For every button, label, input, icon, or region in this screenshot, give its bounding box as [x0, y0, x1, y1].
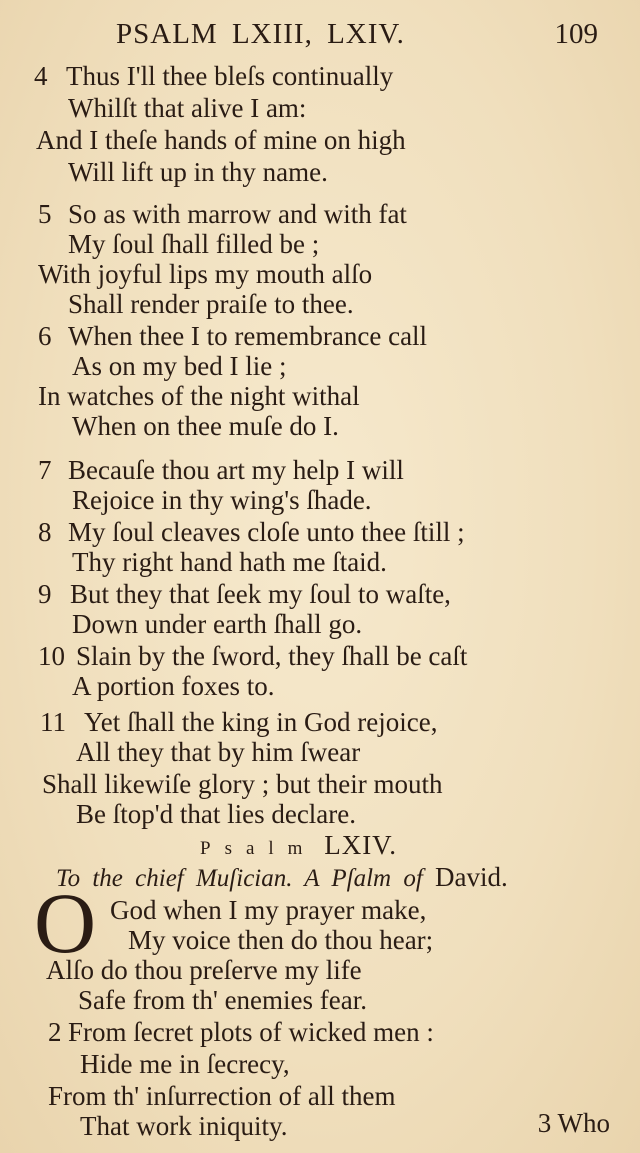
- verse-line: A portion foxes to.: [72, 671, 275, 701]
- verse-number: 7: [38, 455, 52, 485]
- subtitle-italic: To the chief Muſician. A Pſalm of: [56, 865, 423, 892]
- verse-line: Be ſtop'd that lies declare.: [76, 799, 357, 829]
- verse-line: Whilſt that alive I am:: [68, 93, 307, 123]
- page-number: 109: [554, 18, 598, 50]
- psalm-word: Psalm: [200, 838, 317, 859]
- verse-line: Yet ſhall the king in God rejoice,: [84, 707, 438, 737]
- verse-line: Hide me in ſecrecy,: [80, 1049, 290, 1079]
- psalm-heading: [200, 830, 397, 861]
- verse-number: 8: [38, 517, 52, 547]
- verse-line: All they that by him ſwear: [76, 737, 361, 767]
- verse-number: 11: [40, 707, 66, 737]
- verse-line: Thy right hand hath me ſtaid.: [72, 547, 387, 577]
- verse-line: Slain by the ſword, they ſhall be caſt: [76, 641, 468, 671]
- verse-line: But they that ſeek my ſoul to waſte,: [70, 579, 451, 609]
- subtitle-name: David.: [435, 862, 508, 892]
- psalm-subtitle: [56, 862, 508, 893]
- verse-line: My ſoul ſhall filled be ;: [68, 229, 320, 259]
- psalm-numeral: LXIV.: [324, 830, 397, 860]
- verse-line: Shall render praiſe to thee.: [68, 289, 354, 319]
- verse-line: Becauſe thou art my help I will: [68, 455, 404, 485]
- verse-line: From th' inſurrection of all them: [48, 1081, 396, 1111]
- header-title: PSALM LXIII, LXIV.: [116, 18, 405, 50]
- verse-line: Thus I'll thee bleſs continually: [66, 61, 394, 91]
- verse-line: Will lift up in thy name.: [68, 157, 328, 187]
- verse-line: Shall likewiſe glory ; but their mouth: [42, 769, 443, 799]
- verse-line: Safe from th' enemies fear.: [78, 985, 367, 1015]
- verse-line: From ſecret plots of wicked men :: [68, 1017, 434, 1047]
- catchword: 3 Who: [537, 1108, 610, 1138]
- verse-line: When on thee muſe do I.: [72, 411, 339, 441]
- verse-line: In watches of the night withal: [38, 381, 360, 411]
- verse-line: Down under earth ſhall go.: [72, 609, 363, 639]
- verse-line: God when I my prayer make,: [110, 895, 427, 925]
- verse-line: My ſoul cleaves cloſe unto thee ſtill ;: [68, 517, 465, 547]
- verse-line: As on my bed I lie ;: [72, 351, 287, 381]
- running-header: [0, 18, 640, 58]
- verse-line: That work iniquity.: [80, 1111, 288, 1141]
- verse-line: My voice then do thou hear;: [128, 925, 434, 955]
- verse-line: Alſo do thou preſerve my life: [46, 955, 362, 985]
- verse-line: So as with marrow and with fat: [68, 199, 407, 229]
- verse-number: 4: [34, 61, 48, 91]
- verse-number: 9: [38, 579, 52, 609]
- verse-number: 2: [48, 1017, 62, 1047]
- verse-line: With joyful lips my mouth alſo: [38, 259, 373, 289]
- verse-line: When thee I to remembrance call: [68, 321, 428, 351]
- verse-line: Rejoice in thy wing's ſhade.: [72, 485, 372, 515]
- verse-number: 6: [38, 321, 52, 351]
- drop-cap: O: [34, 875, 97, 971]
- verse-line: And I theſe hands of mine on high: [36, 125, 406, 155]
- verse-number: 5: [38, 199, 52, 229]
- verse-number: 10: [38, 641, 65, 671]
